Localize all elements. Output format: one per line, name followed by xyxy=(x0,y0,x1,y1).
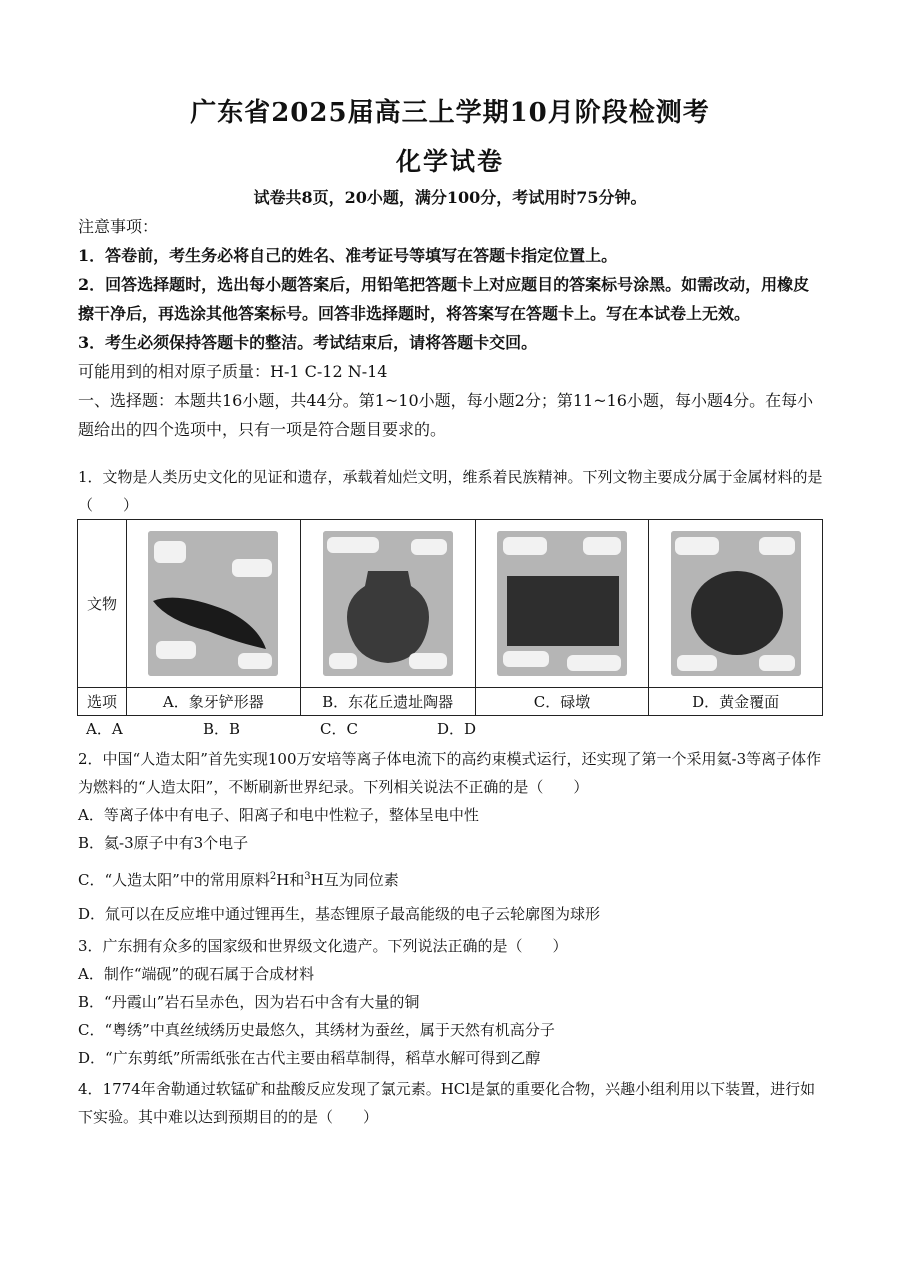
q1-option-b: B．B xyxy=(203,720,241,738)
notice-heading: 注意事项： xyxy=(78,217,159,236)
isotope-mass-3: 3 xyxy=(304,871,311,882)
q3-option-a: A．制作“端砚”的砚石属于合成材料 xyxy=(78,965,315,983)
table-row-label-option: 选项 xyxy=(78,688,127,716)
question-2 xyxy=(78,745,823,928)
relic-label-c: C．碌墩 xyxy=(475,688,649,716)
table-row-label-relic: 文物 xyxy=(78,520,127,688)
notice-section xyxy=(78,212,823,444)
relic-photo-cell-c xyxy=(475,520,649,688)
isotope-mass-2: 2 xyxy=(269,871,277,882)
q2-option-b: B．氦-3原子中有3个电子 xyxy=(78,834,249,852)
question-3-stem: 3．广东拥有众多的国家级和世界级文化遗产。下列说法正确的是（ ） xyxy=(78,937,568,955)
q3-option-b: B．“丹霞山”岩石呈赤色，因为岩石中含有大量的铜 xyxy=(78,993,420,1011)
relic-photo-cell-d xyxy=(649,520,823,688)
pottery-jar-image xyxy=(323,531,453,676)
q2-option-c xyxy=(78,863,823,894)
q3-option-d: D．“广东剪纸”所需纸张在古代主要由稻草制得，稻草水解可得到乙醇 xyxy=(78,1049,541,1067)
q3-option-c: C．“粤绣”中真丝绒绣历史最悠久，其绣材为蚕丝，属于天然有机高分子 xyxy=(78,1021,555,1039)
q2-option-c-text: C．“人造太阳”中的常用原料 xyxy=(78,871,270,889)
question-4-stem: 4．1774年舍勒通过软锰矿和盐酸反应发现了氯元素。HCl是氯的重要化合物，兴趣小组利用以下装置，进行如下实验。其中难以达到预期目的的是（ ） xyxy=(78,1080,816,1126)
q2-option-c-end: H互为同位素 xyxy=(310,871,399,889)
exam-title: 广东省2025届高三上学期10月阶段检测考 xyxy=(190,98,710,128)
notice-item-2: 2．回答选择题时，选出每小题答案后，用铅笔把答题卡上对应题目的答案标号涂黑。如需改动，用橡皮擦干净后，再选涂其他答案标号。回答非选择题时，将答案写在答题卡上。写在本试卷上无效。 xyxy=(78,275,810,323)
relic-label-a: A．象牙铲形器 xyxy=(127,688,301,716)
question-3 xyxy=(78,932,823,1072)
relic-label-d: D．黄金覆面 xyxy=(649,688,823,716)
q1-option-c: C．C xyxy=(320,720,358,738)
gold-mask-image xyxy=(671,531,801,676)
question-1-stem: 1．文物是人类历史文化的见证和遗存，承载着灿烂文明，维系着民族精神。下列文物主要成分属于金属材料的是（ ） xyxy=(78,468,823,514)
question-1-table xyxy=(77,519,823,716)
exam-subtitle: 化学试卷 xyxy=(395,147,504,176)
q2-option-a: A．等离子体中有电子、阳离子和电中性粒子，整体呈电中性 xyxy=(78,806,479,824)
notice-item-3: 3．考生必须保持答题卡的整洁。考试结束后，请将答题卡交回。 xyxy=(78,333,538,352)
section1-intro: 一、选择题：本题共16小题，共44分。第1~10小题，每小题2分；第11~16小题，每小题4分。在每小题给出的四个选项中，只有一项是符合题目要求的。 xyxy=(78,391,814,439)
question-1-options xyxy=(86,718,554,739)
relic-photo-cell-a xyxy=(127,520,301,688)
notice-item-1: 1．答卷前，考生务必将自己的姓名、准考证号等填写在答题卡指定位置上。 xyxy=(78,246,618,265)
q2-option-c-mid: H和 xyxy=(276,871,305,889)
atomic-mass-line: 可能用到的相对原子质量：H-1 C-12 N-14 xyxy=(78,362,388,381)
relic-photo-cell-b xyxy=(300,520,475,688)
q2-option-d: D．氚可以在反应堆中通过锂再生，基态锂原子最高能级的电子云轮廓图为球形 xyxy=(78,905,601,923)
q1-option-d: D．D xyxy=(437,720,477,738)
exam-meta: 试卷共8页，20小题，满分100分，考试用时75分钟。 xyxy=(253,188,647,207)
stone-roller-image xyxy=(497,531,627,676)
ivory-shovel-image xyxy=(148,531,278,676)
relic-label-b: B．东花丘遗址陶器 xyxy=(300,688,475,716)
q1-option-a: A．A xyxy=(86,720,123,738)
question-2-stem: 2．中国“人造太阳”首先实现100万安培等离子体电流下的高约束模式运行，还实现了第一个采用氦-3等离子体作为燃料的“人造太阳”，不断刷新世界纪录。下列相关说法不正确的是（ ） xyxy=(78,750,822,796)
